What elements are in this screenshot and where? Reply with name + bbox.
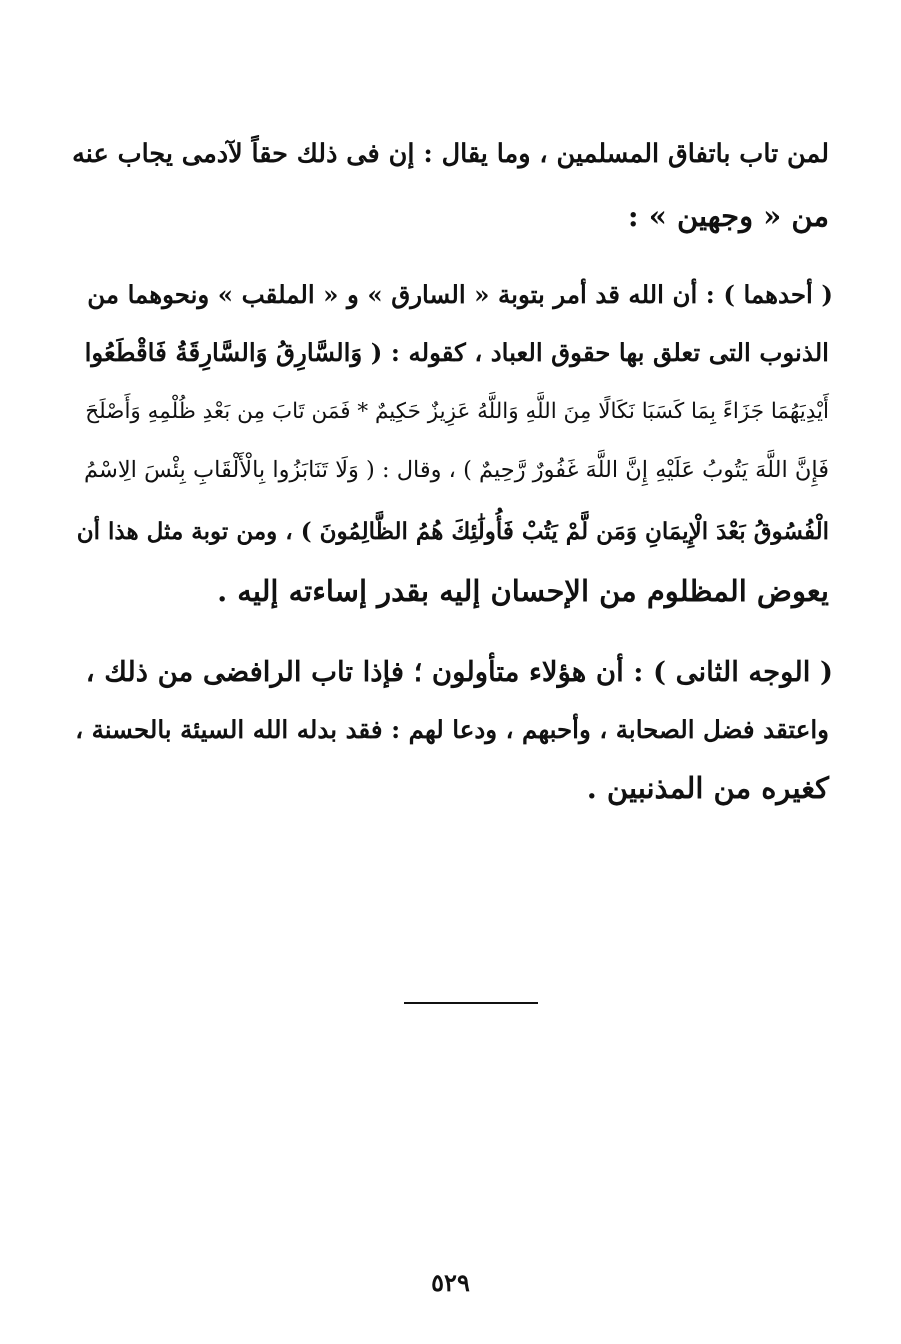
page-number: ٥٢٩	[431, 1268, 470, 1297]
text-line-1: لمن تاب باتفاق المسلمين ، وما يقال : إن فى ذلك حقاً لآدمى يجاب عنه	[72, 139, 829, 169]
text-line-4: الذنوب التى تعلق بها حقوق العباد ، كقوله : ( وَالسَّارِقُ وَالسَّارِقَةُ فَاقْطَعُوا	[84, 338, 829, 367]
text-line-9: ( الوجه الثانى ) : أن هؤلاء متأولون ؛ فإذا تاب الرافضى من ذلك ،	[85, 656, 833, 688]
text-line-8: يعوض المظلوم من الإحسان إليه بقدر إساءته إليه .	[217, 574, 829, 608]
text-line-10: واعتقد فضل الصحابة ، وأحبهم ، ودعا لهم : فقد بدله الله السيئة بالحسنة ،	[75, 715, 829, 744]
text-line-11: كغيره من المذنبين .	[586, 771, 829, 805]
text-line-3: ( أحدهما ) : أن الله قد أمر بتوبة « السارق » و « الملقب » ونحوهما من	[87, 280, 833, 309]
text-line-2: من « وجهين » :	[627, 199, 829, 233]
section-divider	[404, 1002, 538, 1004]
text-line-7: الْفُسُوقُ بَعْدَ الْإِيمَانِ وَمَن لَّمْ يَتُبْ فَأُولَٰئِكَ هُمُ الظَّالِمُونَ ) ، ومن توبة مثل هذا أن	[76, 518, 829, 545]
quran-line-1: أَيْدِيَهُمَا جَزَاءً بِمَا كَسَبَا نَكَالًا مِنَ اللَّهِ وَاللَّهُ عَزِيزٌ حَكِيمٌ * فَمَن تَابَ مِن بَعْدِ ظُلْمِهِ وَأَصْلَحَ	[85, 399, 829, 424]
quran-line-2: فَإِنَّ اللَّهَ يَتُوبُ عَلَيْهِ إِنَّ اللَّهَ غَفُورٌ رَّحِيمٌ ) ، وقال : ( وَلَا تَنَابَزُوا بِالْأَلْقَابِ بِئْسَ الِاسْمُ	[84, 457, 829, 483]
